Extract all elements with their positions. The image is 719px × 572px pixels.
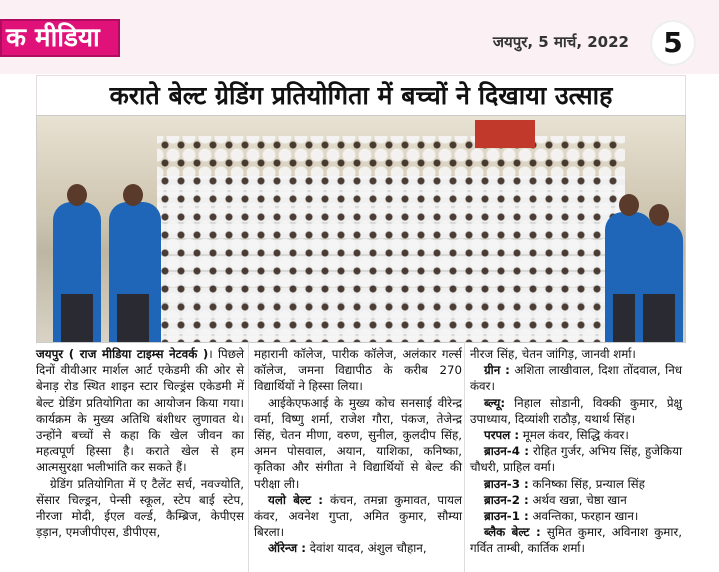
belt-label: यलो बेल्ट : xyxy=(268,492,324,507)
belt-label: ग्रीन : xyxy=(484,363,510,378)
belt-names: रोहित गुर्जर, अभिय सिंह, हुजेकिया चौधरी, प्राहिल वर्मा। xyxy=(470,444,682,475)
page-number: 5 xyxy=(652,22,694,64)
black-belt-list xyxy=(470,524,682,556)
belt-names: कंचन, तमन्ना कुमावत, पायल कंवर, अवनेश गुप्ता, अमित कुमार, सौम्या बिरला। xyxy=(254,492,462,540)
photo-coach-left-2 xyxy=(109,202,161,342)
belt-names: अवन्तिका, फरहान खान। xyxy=(528,509,639,524)
article-lead xyxy=(36,346,244,476)
article-column-1 xyxy=(36,346,244,540)
article-body xyxy=(36,342,684,572)
belt-label: ब्राउन-2 : xyxy=(484,492,529,507)
purple-belt-list xyxy=(470,427,682,443)
belt-label: ब्राउन-4 : xyxy=(484,444,529,459)
blue-belt-list xyxy=(470,395,682,427)
article-paragraph: महारानी कॉलेज, पारीक कॉलेज, अलंकार गर्ल्स कॉलेज, जमना विद्यापीठ के करीब 270 विद्यार्थियों ने हिस्सा लिया। xyxy=(254,347,462,394)
brown3-belt-list xyxy=(470,476,682,492)
column-divider xyxy=(464,342,465,572)
article-paragraph: ग्रेडिंग प्रतियोगिता में ए टैलेंट सर्च, नवज्योति, सेंसार चिल्ड्रन, पेन्सी स्कूल, स्टेप बाई स्टेप, नीरजा मोदी, ईएल वर्ल्ड, कैम्ब्रिज, केपीएस ड़ड़ान, एमजीपीएस, डीपीएस, xyxy=(36,476,244,540)
article-dateline: जयपुर ( राज मीडिया टाइम्स नेटवर्क ) xyxy=(36,347,209,361)
belt-names: मूमल कंवर, सिद्धि कंवर। xyxy=(519,428,629,443)
belt-names: सुमित कुमार, अविनाश कुमार, गर्वित ताम्बी, कार्तिक शर्मा। xyxy=(470,525,682,556)
belt-names: देवांश यादव, अंशुल चौहान, xyxy=(306,541,427,556)
photo-person-red xyxy=(475,120,535,148)
column-divider xyxy=(248,342,249,572)
article-paragraph: नीरज सिंह, चेतन जांगिड़, जानवी शर्मा। xyxy=(470,347,636,361)
belt-names: अर्थव खन्ना, चेष्ठा खान xyxy=(528,492,627,507)
photo-students-crowd xyxy=(157,136,625,342)
belt-names: निहाल सोडानी, विक्की कुमार, प्रेक्षु उपाध्याय, दिव्यांशी राठौड़, यथार्थ सिंह। xyxy=(470,395,682,426)
belt-label: ब्लैक बेल्ट : xyxy=(484,525,541,540)
brown2-belt-list xyxy=(470,492,682,508)
belt-names: अशिता लाखीवाल, दिशा तोंदवाल, निध कंवर। xyxy=(470,363,682,394)
article-column-3 xyxy=(470,346,682,557)
yellow-belt-list xyxy=(254,492,462,541)
belt-label: ब्राउन-3 : xyxy=(484,476,529,491)
orange-belt-list xyxy=(254,540,462,556)
headline: कराते बेल्ट ग्रेडिंग प्रतियोगिता में बच्चों ने दिखाया उत्साह xyxy=(109,81,613,110)
masthead-bar xyxy=(0,0,719,74)
group-photo xyxy=(36,115,686,343)
photo-coach-right-2 xyxy=(635,222,683,342)
belt-label: ऑरेन्ज : xyxy=(268,541,306,556)
brown4-belt-list xyxy=(470,443,682,475)
belt-label: ब्राउन-1 : xyxy=(484,509,529,524)
belt-label: ब्ल्यू: xyxy=(484,395,506,410)
photo-coach-left-1 xyxy=(53,202,101,342)
belt-label: परपल : xyxy=(484,428,520,443)
article-paragraph: आईकेएफआई के मुख्य कोच सनसाई वीरेन्द्र वर्मा, विष्णु शर्मा, राजेश गौरा, पंकज, तेजेन्द्र सिंह, चेतन मीणा, वरुण, सुनील, कुलदीप सिंह, अमन पोसवाल, अयान, याशिका, कनिष्का, कृतिका और संगीता ने विद्यार्थियों से बेल्ट की परीक्षा ली। xyxy=(254,395,462,491)
brown1-belt-list xyxy=(470,508,682,524)
article-column-2 xyxy=(254,346,462,557)
article-paragraph: । पिछले दिनों वीवीआर मार्शल आर्ट एकेडमी की ओर से बेनाड़ रोड स्थित शाइन स्टार चिल्ड्रंस एकेडमी में बेल्ट ग्रेडिंग प्रतियोगिता का आयोजन किया गया। कार्यक्रम के मुख्य अतिथि बंशीधर लुणावत थे। उन्होंने बच्चों से कहा कि खेल जीवन का महत्वपूर्ण हिस्सा है। कराते खेल से हम आत्मसुरक्षा भलीभांति कर सकते हैं। xyxy=(36,347,244,475)
headline-box xyxy=(36,75,686,117)
newspaper-brand: क मीडिया xyxy=(0,19,120,57)
issue-date: जयपुर, 5 मार्च, 2022 xyxy=(492,33,629,51)
belt-names: कनिष्का सिंह, प्रन्याल सिंह xyxy=(528,476,645,491)
green-belt-list xyxy=(470,362,682,394)
